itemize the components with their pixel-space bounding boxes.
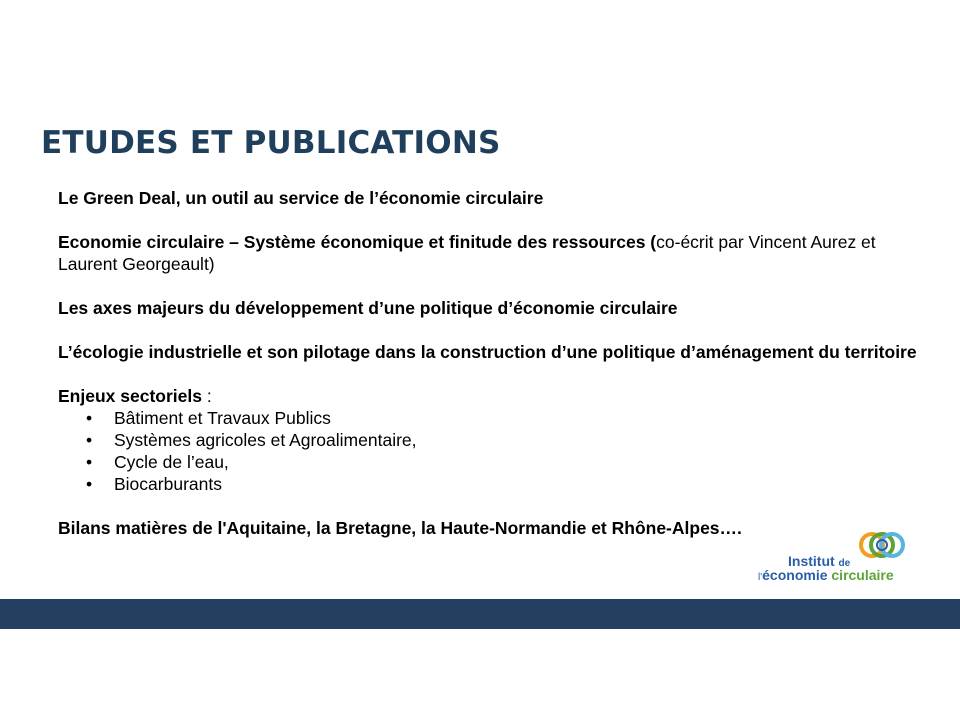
publication-bilans-matieres: Bilans matières de l'Aquitaine, la Bretagne, la Haute-Normandie et Rhône-Alpes…. (58, 518, 742, 538)
bullet-icon: • (86, 430, 93, 450)
bullet-icon: • (86, 408, 93, 428)
publications-list (58, 187, 938, 539)
sector-label: Bâtiment et Travaux Publics (114, 408, 331, 428)
publication-ecologie-industrielle: L’écologie industrielle et son pilotage dans la construction d’une politique d’aménagement du territoire (58, 342, 917, 362)
bullet-icon: • (86, 474, 93, 494)
publication-economie-circulaire (58, 231, 938, 275)
sector-item (58, 407, 938, 429)
circles-logo-icon (858, 528, 906, 562)
publication-title: Economie circulaire – Système économique et finitude des ressources ( (58, 232, 657, 252)
institut-logo (758, 528, 918, 584)
sector-list (58, 407, 938, 495)
sector-item (58, 429, 938, 451)
logo-economie-text: économie (762, 567, 828, 583)
sector-label: Cycle de l’eau, (114, 452, 229, 472)
logo-de-text: de (838, 558, 851, 569)
publication-green-deal: Le Green Deal, un outil au service de l’économie circulaire (58, 188, 544, 208)
slide-title: ETUDES ET PUBLICATIONS (41, 125, 501, 161)
logo-l-text: l' (758, 572, 763, 583)
footer-bar (0, 599, 960, 629)
sector-item (58, 473, 938, 495)
publication-axes-majeurs: Les axes majeurs du développement d’une politique d’économie circulaire (58, 298, 678, 318)
bullet-icon: • (86, 452, 93, 472)
enjeux-heading: Enjeux sectoriels (58, 386, 202, 406)
sector-label: Biocarburants (114, 474, 222, 494)
publication-enjeux-sectoriels (58, 385, 938, 407)
logo-line-2 (758, 567, 894, 586)
logo-institut-text: Institut (788, 553, 835, 569)
publication-authors: co-écrit par Vincent Aurez et Laurent Georgeault) (58, 232, 876, 274)
logo-circulaire-text: circulaire (827, 567, 894, 583)
enjeux-colon: : (201, 386, 212, 406)
sector-label: Systèmes agricoles et Agroalimentaire, (114, 430, 417, 450)
sector-item (58, 451, 938, 473)
